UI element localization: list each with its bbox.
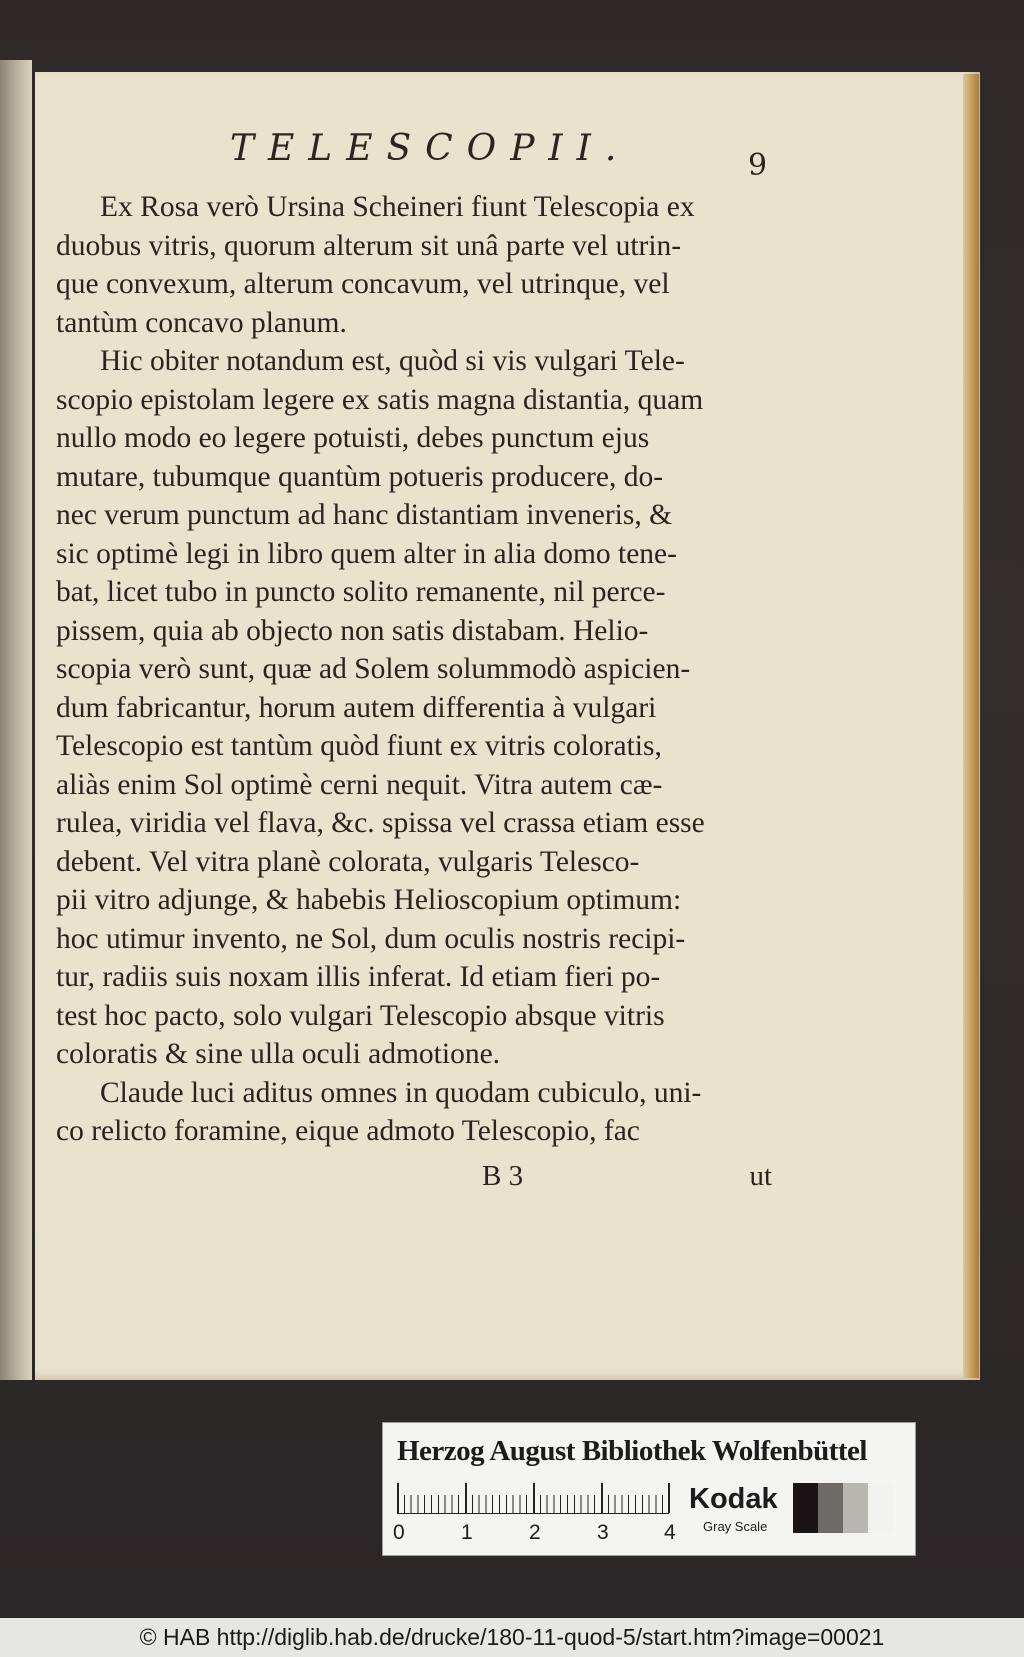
text-line: duobus vitris, quorum alterum sit unâ parte vel utrin- [56, 229, 682, 262]
text-line: Hic obiter notandum est, quòd si vis vulgari Tele- [100, 345, 685, 377]
text-line: Telescopio est tantùm quòd fiunt ex vitris coloratis, [56, 730, 662, 762]
gray-scale-patches [793, 1483, 893, 1533]
ruler-labels [393, 1521, 683, 1549]
signature-row [56, 1160, 772, 1200]
text-line: pissem, quia ab objecto non satis distabam. Helio- [56, 614, 649, 647]
kodak-logo: Kodak [689, 1483, 778, 1515]
gray-patch [868, 1483, 893, 1533]
page-number: 9 [748, 148, 768, 183]
ruler-label: 3 [597, 1521, 609, 1544]
text-line: scopia verò sunt, quæ ad Solem solummodò aspicien- [56, 653, 691, 685]
running-head: TELESCOPII. [230, 128, 631, 169]
ruler-label: 0 [393, 1521, 405, 1544]
text-line: mutare, tubumque quantùm potueris producere, do- [56, 460, 664, 493]
library-name: Herzog August Bibliothek Wolfenbüttel [397, 1435, 867, 1467]
ruler-label: 1 [461, 1521, 473, 1544]
color-target [382, 1422, 916, 1556]
text-line: co relicto foramine, eique admoto Telescopio, fac [56, 1115, 640, 1147]
kodak-subtitle: Gray Scale [703, 1519, 768, 1534]
text-line: test hoc pacto, solo vulgari Telescopio absque vitris [56, 999, 665, 1032]
text-line: Ex Rosa verò Ursina Scheineri fiunt Telescopia ex [100, 191, 695, 223]
text-line: hoc utimur invento, ne Sol, dum oculis nostris recipi- [56, 922, 686, 955]
footer-credit: © HAB http://diglib.hab.de/drucke/180-11-quod-5/start.htm?image=00021 [0, 1618, 1024, 1657]
gray-patch [843, 1483, 868, 1533]
signature-mark: B 3 [482, 1160, 524, 1192]
gray-patch [793, 1483, 818, 1533]
page-fore-edge [963, 74, 979, 1378]
ruler-label: 2 [529, 1521, 541, 1544]
text-line: pii vitro adjunge, & habebis Helioscopium optimum: [56, 884, 682, 916]
text-line: bat, licet tubo in puncto solito remanente, nil perce- [56, 576, 666, 608]
ruler-label: 4 [664, 1521, 676, 1544]
body-text [56, 188, 772, 1151]
text-line: rulea, viridia vel flava, &c. spissa vel crassa etiam esse [56, 807, 705, 839]
text-line: tantùm concavo planum. [56, 306, 347, 339]
facing-page-edge [0, 60, 32, 1380]
text-line: scopio epistolam legere ex satis magna distantia, quam [56, 383, 704, 416]
gray-patch [818, 1483, 843, 1533]
text-line: dum fabricantur, horum autem differentia à vulgari [56, 691, 657, 724]
text-line: nec verum punctum ad hanc distantiam inveneris, & [56, 499, 673, 531]
text-line: aliàs enim Sol optimè cerni nequit. Vitra autem cæ- [56, 768, 663, 801]
text-line: sic optimè legi in libro quem alter in alia domo tene- [56, 537, 677, 570]
text-line: Claude luci aditus omnes in quodam cubiculo, uni- [100, 1076, 702, 1109]
text-line: coloratis & sine ulla oculi admotione. [56, 1038, 501, 1070]
text-line: tur, radiis suis noxam illis inferat. Id etiam fieri po- [56, 961, 661, 993]
scale-ruler [397, 1483, 669, 1514]
text-line: debent. Vel vitra planè colorata, vulgaris Telesco- [56, 845, 640, 878]
catchword: ut [749, 1160, 772, 1192]
text-line: que convexum, alterum concavum, vel utrinque, vel [56, 268, 670, 300]
text-line: nullo modo eo legere potuisti, debes punctum ejus [56, 422, 650, 454]
